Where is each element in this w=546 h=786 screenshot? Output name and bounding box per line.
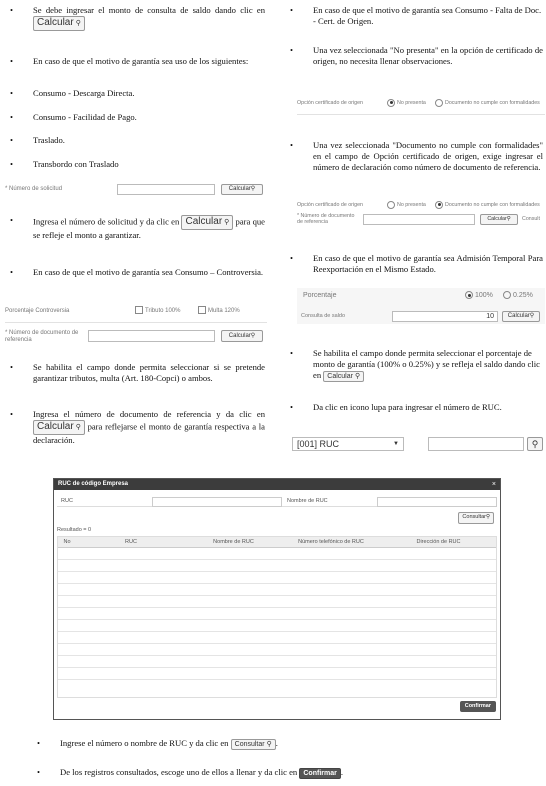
table-header <box>58 537 496 548</box>
table-row <box>58 679 496 680</box>
search-icon: ⚲ <box>354 372 361 380</box>
paragraph-text: para que se refleje el monto a garantizar. <box>33 216 265 240</box>
paragraph-text: Se habilita el campo donde permita seleccionar si se pretende garantizar tributos, multa (Art. 180-Copci) o ambos. <box>33 362 265 383</box>
column-header: No <box>63 539 71 545</box>
bullet-icon: • <box>290 348 294 358</box>
referencia-input[interactable] <box>88 330 215 342</box>
chevron-down-icon: ▼ <box>393 441 399 447</box>
paragraph-text: Ingresa el número de documento de referencia y da clic en <box>33 409 265 419</box>
search-icon: ⚲ <box>529 313 535 319</box>
paragraph-text: Da clic en icono lupa para ingresar el número de RUC. <box>313 402 502 412</box>
divider <box>297 114 545 115</box>
ruc-search-strip <box>292 437 544 451</box>
no-cumple-radio[interactable]: Documento no cumple con formalidades <box>435 200 540 210</box>
ruc-input[interactable] <box>428 437 524 451</box>
list-item <box>290 253 543 277</box>
column-header: Dirección de RUC <box>416 539 461 545</box>
paragraph-text: Consumo - Descarga Directa. <box>33 88 135 98</box>
bullet-icon: • <box>37 767 41 777</box>
search-icon: ⚲ <box>506 216 511 222</box>
calcular-button[interactable]: Calcular⚲ <box>221 330 263 342</box>
list-item <box>10 215 265 249</box>
bullet-icon: • <box>10 88 14 98</box>
paragraph-text: Se debe ingresar el monto de consulta de saldo dando clic en <box>33 5 265 15</box>
list-item <box>10 56 265 78</box>
list-item <box>290 5 543 29</box>
dialog-title: RUC de código Empresa <box>54 479 500 490</box>
bullet-icon: • <box>10 56 14 66</box>
close-icon[interactable]: × <box>491 481 496 488</box>
confirmar-button[interactable]: Confirmar <box>299 768 340 779</box>
list-item <box>290 402 543 426</box>
nombre-ruc-input[interactable] <box>377 497 497 507</box>
search-icon: ⚲ <box>250 333 256 339</box>
bullet-icon: • <box>290 45 294 55</box>
list-item <box>290 45 543 79</box>
bullet-icon: • <box>290 5 294 15</box>
consultar-button[interactable]: Consultar ⚲ <box>231 739 276 750</box>
search-icon: ⚲ <box>224 219 230 226</box>
bullet-icon: • <box>10 135 14 145</box>
nombre-ruc-label: Nombre de RUC <box>287 498 328 504</box>
list-item <box>10 5 265 31</box>
calcular-button[interactable]: Calcular⚲ <box>480 214 518 225</box>
bullet-icon: • <box>10 409 14 419</box>
porcentaje-label: Porcentaje Controversia <box>5 308 70 314</box>
no-presenta-radio[interactable]: No presenta <box>387 98 426 108</box>
paragraph-text: Ingresa el número de solicitud y da clic en <box>33 216 180 227</box>
search-icon: ⚲ <box>75 424 81 431</box>
consultar-button[interactable]: Consultar⚲ <box>458 512 494 524</box>
list-item <box>10 267 265 289</box>
bullet-icon: • <box>290 402 294 412</box>
paragraph-text: Una vez seleccionada "Documento no cumple con formalidades" en el campo de Opción certificado de origen, exige ingresar el número de declaración como número de documento de referencia. <box>313 140 543 172</box>
solicitud-form-strip <box>5 184 267 197</box>
porcentaje-100-radio[interactable]: 100% <box>465 291 493 301</box>
ruc-label: RUC <box>61 498 73 504</box>
calcular-button[interactable]: Calcular ⚲ <box>181 215 233 230</box>
search-icon: ⚲ <box>75 20 81 27</box>
bullet-icon: • <box>290 253 294 263</box>
search-icon: ⚲ <box>250 186 256 192</box>
table-row <box>58 643 496 644</box>
divider <box>5 322 267 323</box>
result-count: Resultado = 0 <box>57 527 92 533</box>
search-icon: ⚲ <box>485 514 490 520</box>
column-header: RUC <box>125 539 137 545</box>
table-row <box>58 655 496 656</box>
porcentaje-label: Porcentaje <box>303 292 337 299</box>
bullet-icon: • <box>10 112 14 122</box>
paragraph-text: Consumo - Facilidad de Pago. <box>33 112 137 122</box>
table-row <box>58 619 496 620</box>
solicitud-label: * Número de solicitud <box>5 186 63 192</box>
bullet-icon: • <box>290 140 294 150</box>
paragraph-text: En caso de que el motivo de garantía sea Consumo – Controversia. <box>33 267 264 277</box>
porcentaje-025-radio[interactable]: 0.25% <box>503 291 533 301</box>
certificado-referencia-strip <box>297 200 545 232</box>
table-row <box>58 583 496 584</box>
calcular-button[interactable]: Calcular⚲ <box>221 184 263 195</box>
paragraph-text: Traslado. <box>33 135 65 145</box>
results-table <box>57 536 497 698</box>
bullet-icon: • <box>10 267 14 277</box>
paragraph-text: En caso de que el motivo de garantía sea uso de los siguientes: <box>33 56 249 66</box>
table-row <box>58 607 496 608</box>
referencia-input[interactable] <box>363 214 475 225</box>
calcular-button[interactable]: Calcular ⚲ <box>33 16 85 31</box>
paragraph-text: Ingrese el número o nombre de RUC y da clic en <box>60 738 229 748</box>
bullet-icon: • <box>10 215 14 225</box>
search-form <box>57 496 497 507</box>
ruc-select[interactable]: [001] RUC ▼ <box>292 437 404 451</box>
tributo-checkbox[interactable]: Tributo 100% <box>135 306 180 317</box>
certificado-strip <box>297 98 545 109</box>
saldo-input[interactable]: 10 <box>392 311 498 322</box>
table-row <box>58 595 496 596</box>
search-icon: ⚲ <box>531 439 539 449</box>
table-row <box>58 571 496 572</box>
calcular-button[interactable]: Calcular⚲ <box>502 311 540 322</box>
certificado-label: Opción certificado de origen <box>297 100 363 106</box>
table-row <box>58 631 496 632</box>
paragraph-text: En caso de que el motivo de garantía sea Consumo - Falta de Doc. - Cert. de Origen. <box>313 5 542 26</box>
multa-checkbox[interactable]: Multa 120% <box>198 306 240 317</box>
ruc-input[interactable] <box>152 497 282 507</box>
list-item <box>290 348 543 382</box>
controversia-strip <box>5 306 267 318</box>
consulta-saldo-label: Consulta de saldo <box>301 313 346 319</box>
paragraph-text: para reflejarse el monto de garantía respectiva a la declaración. <box>33 421 265 445</box>
no-cumple-radio[interactable]: Documento no cumple con formalidades <box>435 98 540 108</box>
list-item <box>290 140 543 184</box>
table-row <box>58 667 496 668</box>
referencia-label: * Número de documento de referencia <box>297 213 355 225</box>
list-item <box>10 409 265 455</box>
column-header: Número telefónico de RUC <box>298 539 364 545</box>
no-presenta-radio[interactable]: No presenta <box>387 200 426 210</box>
search-button[interactable] <box>527 437 543 451</box>
search-icon: ⚲ <box>266 740 272 748</box>
calcular-button[interactable]: Calcular ⚲ <box>33 420 85 435</box>
column-header: Nombre de RUC <box>213 539 254 545</box>
bullet-icon: • <box>37 738 41 748</box>
calcular-button[interactable]: Calcular ⚲ <box>323 371 364 382</box>
porcentaje-strip <box>297 288 545 324</box>
ruc-lookup-dialog <box>53 478 501 720</box>
referencia-label: * Número de documento de referencia <box>5 330 79 343</box>
solicitud-input[interactable] <box>117 184 215 195</box>
consultar-button[interactable]: Consult <box>522 216 540 222</box>
confirmar-button[interactable]: Confirmar <box>460 701 496 712</box>
bullet-icon: • <box>10 159 14 169</box>
list-item <box>10 362 265 396</box>
paragraph-text: En caso de que el motivo de garantía sea Admisión Temporal Para Reexportación en el Mismo Estado. <box>313 253 543 274</box>
paragraph-text: De los registros consultados, escoge uno de ellos a llenar y da clic en <box>60 767 298 777</box>
paragraph-text: Una vez seleccionada "No presenta" en la opción de certificado de origen, no necesita llenar observaciones. <box>313 45 543 66</box>
referencia-strip <box>5 330 267 348</box>
certificado-label: Opción certificado de origen <box>297 202 363 208</box>
table-row <box>58 559 496 560</box>
paragraph-text: Se habilita el campo donde permita seleccionar el porcentaje de monto de garantía (100% o 0.25%) y se refleja el saldo dando clic en <box>313 348 540 380</box>
paragraph-text: Transbordo con Traslado <box>33 159 119 169</box>
bullet-icon: • <box>10 5 14 15</box>
bullet-icon: • <box>10 362 14 372</box>
